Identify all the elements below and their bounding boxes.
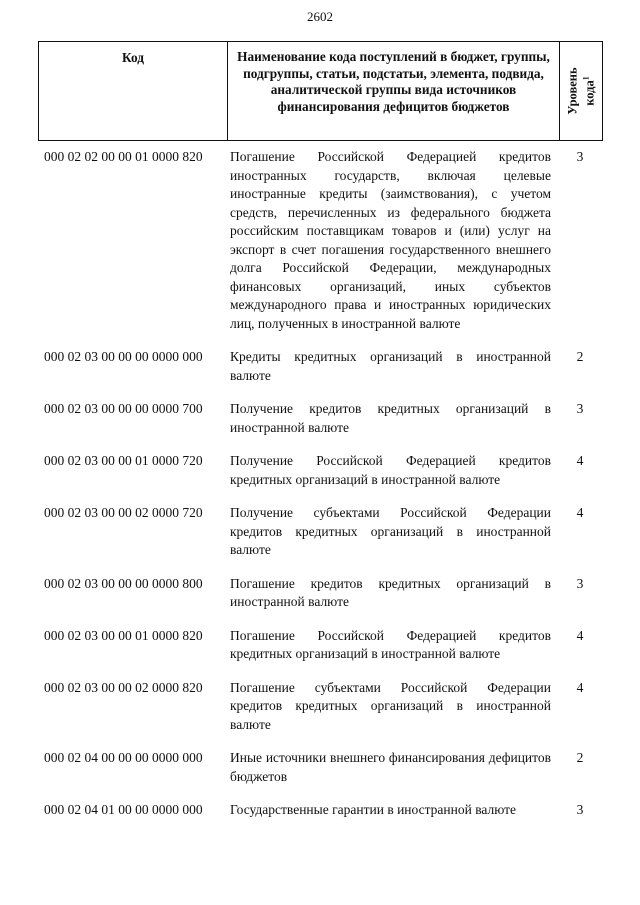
row-name: Иные источники внешнего финансирования дефицитов бюджетов bbox=[230, 750, 551, 784]
row-code: 000 02 02 00 00 01 0000 820 bbox=[44, 149, 203, 164]
row-code: 000 02 03 00 00 00 0000 700 bbox=[44, 401, 203, 416]
row-code: 000 02 03 00 00 02 0000 720 bbox=[44, 505, 203, 520]
header-name: Наименование кода поступлений в бюджет, группы, подгруппы, статьи, подстатьи, элемента, подвида, аналитической группы вида источников финансирования дефицитов бюджетов bbox=[228, 42, 560, 140]
row-level: 3 bbox=[576, 149, 584, 164]
row-name: Получение кредитов кредитных организаций в иностранной валюте bbox=[230, 401, 551, 435]
row-name: Погашение кредитов кредитных организаций в иностранной валюте bbox=[230, 575, 551, 609]
table-body bbox=[38, 148, 603, 835]
row-name: Получение субъектами Российской Федерации кредитов кредитных организаций в иностранной валюте bbox=[230, 505, 551, 557]
row-code: 000 02 03 00 00 00 0000 000 bbox=[44, 349, 203, 364]
row-level: 4 bbox=[576, 453, 584, 468]
row-name: Кредиты кредитных организаций в иностранной валюте bbox=[230, 349, 551, 383]
row-level: 4 bbox=[576, 679, 584, 695]
table-row bbox=[38, 575, 603, 612]
row-name: Погашение Российской Федерацией кредитов иностранных государств, включая целевые иностранные кредиты (заимствования), с учетом средств, перечисленных из федерального бюджета российским поставщикам товаров и (или) услуг на экспорт в счет погашения государственного внешнего долга Российской Федерации, международных финансовых организаций, иных субъектов международного права и иностранных юридических лиц, полученных в иностранной валюте bbox=[230, 149, 551, 331]
row-code: 000 02 04 00 00 00 0000 000 bbox=[44, 750, 203, 765]
table-row bbox=[38, 749, 603, 786]
table-row bbox=[38, 148, 603, 333]
row-level: 3 bbox=[576, 401, 584, 416]
row-level: 3 bbox=[576, 802, 584, 817]
header-level-footnote: 1 bbox=[581, 76, 591, 81]
table-header bbox=[38, 41, 603, 141]
row-level: 2 bbox=[576, 750, 584, 765]
table-row bbox=[38, 348, 603, 385]
table-row bbox=[38, 504, 603, 560]
header-level-text bbox=[565, 67, 596, 114]
row-name: Погашение Российской Федерацией кредитов кредитных организаций в иностранной валюте bbox=[230, 627, 551, 661]
row-name: Государственные гарантии в иностранной валюте bbox=[230, 802, 517, 817]
page-number: 2602 bbox=[307, 9, 333, 24]
table-row bbox=[38, 452, 603, 489]
table-row bbox=[38, 400, 603, 437]
header-level bbox=[560, 42, 602, 140]
row-code: 000 02 03 00 00 00 0000 800 bbox=[44, 575, 203, 591]
row-code: 000 02 04 01 00 00 0000 000 bbox=[44, 802, 203, 817]
row-name: Погашение субъектами Российской Федерации кредитов кредитных организаций в иностранной валюте bbox=[230, 679, 551, 732]
row-level: 4 bbox=[576, 505, 584, 520]
table-row bbox=[38, 627, 603, 664]
row-level: 4 bbox=[576, 627, 584, 643]
header-level-line2: кода bbox=[582, 80, 597, 106]
header-code: Код bbox=[39, 42, 228, 140]
row-name: Получение Российской Федерацией кредитов кредитных организаций в иностранной валюте bbox=[230, 453, 551, 487]
row-code: 000 02 03 00 00 02 0000 820 bbox=[44, 679, 203, 695]
row-code: 000 02 03 00 00 01 0000 720 bbox=[44, 453, 203, 468]
table-row bbox=[38, 801, 603, 820]
row-code: 000 02 03 00 00 01 0000 820 bbox=[44, 627, 203, 643]
row-level: 3 bbox=[576, 575, 584, 591]
table-row bbox=[38, 679, 603, 735]
header-level-line1: Уровень bbox=[565, 67, 580, 115]
row-level: 2 bbox=[576, 349, 584, 364]
